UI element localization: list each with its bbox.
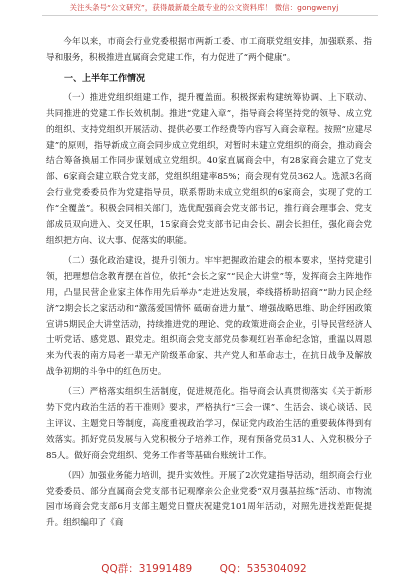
paragraph-organizational-life: （三）严格落实组织生活制度，促进规范化。指导商会认真贯彻落实《关于新形势下党内政治生活的若干准则》要求，严格执行“三会一课”、生活会、谈心谈话、民主评议、主题党日等制度，高度重视政治学习，保证党内政治生活的重要载体得到有效落实。抓好党员发展与入党积极分子培养工作，现有预备党员31人、入党积极分子85人。做好商会党组织、党务工作者等基础台账统计工作。 [46, 387, 372, 461]
paragraph-organization: （一）推进党组织组建工作，提升覆盖面。积极探索构建统筹协调、上下联动、共同推进的党建工作长效机制。推进“党建入章”，指导商会将坚持党的领导、成立党的组织、支持党组织开展活动、提供必要工作经费等内容写入商会章程。按照“应建尽建”的原则，指导新成立商会同步成立党组织，对暂时未建立党组织的商会，推动商会结合筹备换届工作同步谋划成立党组织。40家直属商会中，有28家商会建立了党支部、6家商会建立联合党支部，党组织组建率85%；商会现有党员362人。选派3名商会行业党委委员作为党建指导员，联系帮助未成立党组织的6家商会，实现了党的工作“全覆盖”。积极会同相关部门，选优配强商会党支部书记，推行商会理事会、党支部成员双向进入、交叉任职，15家商会党支部书记由会长、副会长担任，强化商会党组织把方向、议大事、促落实的职能。 [46, 92, 372, 246]
contact-footer [0, 561, 408, 576]
document-body [46, 35, 372, 536]
header-divider [42, 15, 378, 16]
qq-text: QQ：535304092 [219, 563, 307, 575]
qq-group-text: QQ群：31991489 [101, 563, 193, 575]
paragraph-training: （四）加强业务能力培训，提升实效性。开展了2次党建指导活动，组织商会行业党委委员、部分直属商会党支部书记观摩亲公企业党委“双月强基拉练”活动、市物流园市场商会党支部6月支部主题党日暨庆祝建党101周年活动，对照先进找差距促提升。组织编印了《商 [46, 470, 372, 529]
section-heading: 一、上半年工作情况 [64, 73, 146, 84]
paragraph-political: （二）强化政治建设，提升引领力。牢牢把握政治建会的根本要求，坚持党建引领，把理想信念教育摆在首位，依托“会长之家”“民企大讲堂”等，发挥商会主阵地作用，凸显民营企业家主体作用先后举办“走进达发展，牵线搭桥助招商”“助力民企经济”2期会长之家活动和“激荡爱国情怀 砥砺奋进力量”、增强战略思维、助企纾困政策宣讲5期民企大讲堂活动，持续推进党的理论、党的政策进商会企业，引导民营经济人士听党话、感党恩、跟党走。组织商会党支部党员参观红岩革命纪念馆，重温以周恩来为代表的南方局老一辈无产阶级革命家、共产党人和革命志士，在抗日战争及解放战争初期的斗争中的红色历史。 [46, 255, 372, 378]
promo-banner: 关注头条号“公文研究”，获得最新最全最专业的公文资料库！ 微信：gongwenyj [69, 3, 339, 12]
intro-paragraph: 今年以来，市商会行业党委根据市两新工委、市工商联党组安排，加强联系、指导和服务，积极推进直属商会党建工作，有力促进了“两个健康”。 [46, 37, 372, 63]
